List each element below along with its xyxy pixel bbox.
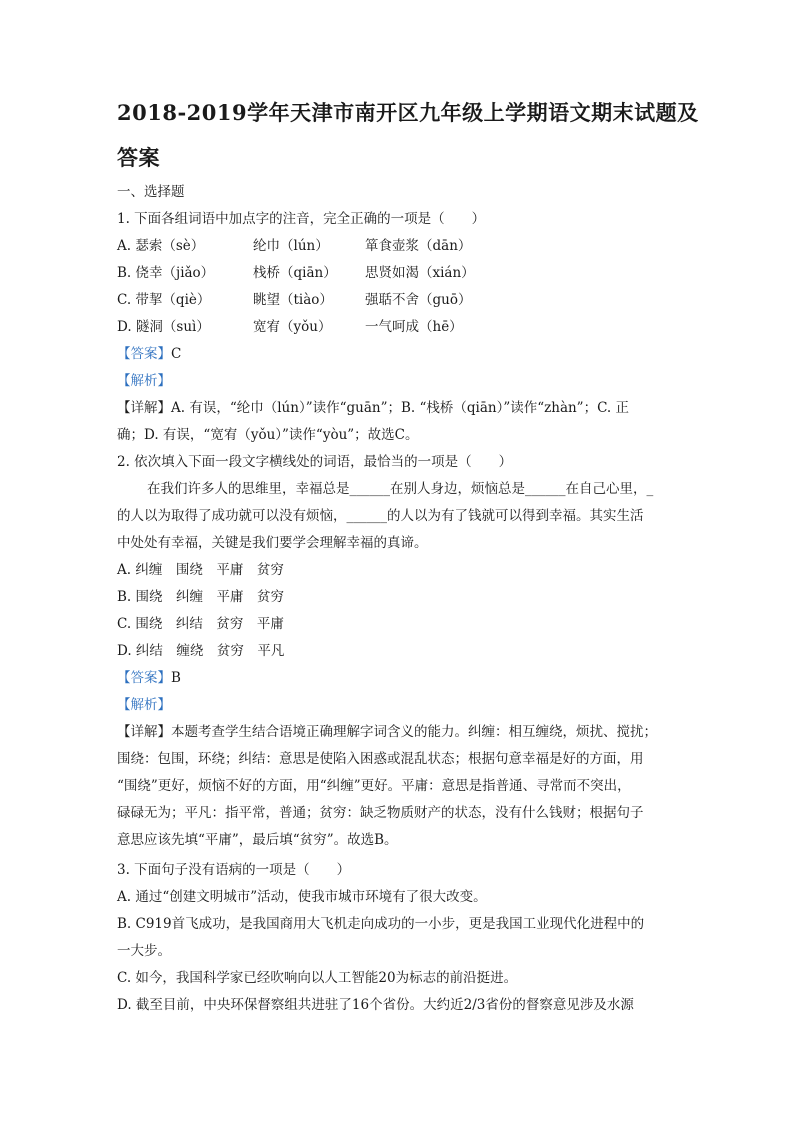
q1-option-c-word-2: 眺望（tiào） <box>253 292 333 308</box>
q1-option-b-word-2: 栈桥（qiān） <box>253 265 337 281</box>
question-3-option-b-line-1: B. C919首飞成功，是我国商用大飞机走向成功的一小步，更是我国工业现代化进程中的 <box>117 916 645 932</box>
question-3-stem: 3. 下面句子没有语病的一项是（ ） <box>117 862 351 878</box>
answer-label: 【答案】 <box>117 346 171 362</box>
question-1-answer <box>117 342 181 362</box>
question-2-passage-line-2: 的人以为取得了成功就可以没有烦恼，______的人以为有了钱就可以得到幸福。其实生活 <box>117 508 644 524</box>
document-title-line-1: 2018-2019学年天津市南开区九年级上学期语文期末试题及 <box>117 100 699 125</box>
question-2-option-d: D. 纠结 缠绕 贫穷 平凡 <box>117 643 285 659</box>
answer-label: 【答案】 <box>117 670 171 686</box>
question-2-detail-line-1 <box>117 720 657 740</box>
q1-option-c-word-1: C. 带挈（qiè） <box>117 292 211 308</box>
question-2-option-a: A. 纠缠 围绕 平庸 贫穷 <box>117 562 284 578</box>
q1-option-b-word-1: B. 侥幸（jiǎo） <box>117 265 215 281</box>
question-1-detail-line-1 <box>117 396 629 416</box>
question-2-detail-line-3: “围绕”更好，烦恼不好的方面，用“纠缠”更好。平庸：意思是指普通、寻常而不突出， <box>117 778 631 794</box>
detail-text: A. 有误，“纶巾（lún）”读作“guān”；B. “栈桥（qiān）”读作“zhàn”；C. 正 <box>171 400 630 416</box>
question-1-stem: 1. 下面各组词语中加点字的注音，完全正确的一项是（ ） <box>117 211 486 227</box>
question-2-detail-line-2: 围绕：包围，环绕；纠结：意思是使陷入困惑或混乱状态；根据句意幸福是好的方面，用 <box>117 751 644 767</box>
question-1-analysis-label: 【解析】 <box>117 373 171 389</box>
document-title-line-2: 答案 <box>117 145 160 170</box>
question-2-passage-line-3: 中处处有幸福，关键是我们要学会理解幸福的真谛。 <box>117 535 428 551</box>
q1-option-a-word-1: A. 瑟索（sè） <box>117 238 205 254</box>
question-2-stem: 2. 依次填入下面一段文字横线处的词语，最恰当的一项是（ ） <box>117 454 513 470</box>
question-1-detail-line-2: 确；D. 有误，“宽宥（yǒu）”读作“yòu”；故选C。 <box>117 427 419 443</box>
question-3-option-a: A. 通过“创建文明城市”活动，使我市城市环境有了很大改变。 <box>117 889 487 905</box>
question-2-analysis-label: 【解析】 <box>117 697 171 713</box>
question-2-detail-line-5: 意思应该先填“平庸”，最后填“贫穷”。故选B。 <box>117 832 398 848</box>
question-3-option-c: C. 如今，我国科学家已经吹响向以人工智能20为标志的前沿挺进。 <box>117 970 518 986</box>
q1-option-a-word-3: 箪食壶浆（dān） <box>365 238 472 254</box>
question-2-passage-line-1: 在我们许多人的思维里，幸福总是______在别人身边，烦恼总是______在自己心里，_ <box>147 481 654 497</box>
answer-value: B <box>171 670 181 686</box>
detail-text: 本题考查学生结合语境正确理解字词含义的能力。纠缠：相互缠绕，烦扰、搅扰； <box>171 724 657 740</box>
question-2-option-b: B. 围绕 纠缠 平庸 贫穷 <box>117 589 285 605</box>
q1-option-d-word-2: 宽宥（yǒu） <box>253 319 332 335</box>
question-3-option-b-line-2: 一大步。 <box>117 943 171 959</box>
detail-label: 【详解】 <box>117 724 171 740</box>
q1-option-d-word-1: D. 隧洞（suì） <box>117 319 210 335</box>
detail-label: 【详解】 <box>117 400 171 416</box>
section-heading: 一、选择题 <box>117 184 185 200</box>
question-3-option-d: D. 截至目前，中央环保督察组共进驻了16个省份。大约近2/3省份的督察意见涉及水源 <box>117 997 634 1013</box>
answer-value: C <box>171 346 182 362</box>
question-2-option-c: C. 围绕 纠结 贫穷 平庸 <box>117 616 284 632</box>
q1-option-d-word-3: 一气呵成（hē） <box>365 319 463 335</box>
question-2-detail-line-4: 碌碌无为；平凡：指平常，普通；贫穷：缺乏物质财产的状态，没有什么钱财；根据句子 <box>117 805 644 821</box>
question-2-answer <box>117 666 181 686</box>
q1-option-b-word-3: 思贤如渴（xián） <box>365 265 475 281</box>
q1-option-a-word-2: 纶巾（lún） <box>253 238 329 254</box>
q1-option-c-word-3: 强聒不舍（guō） <box>365 292 472 308</box>
